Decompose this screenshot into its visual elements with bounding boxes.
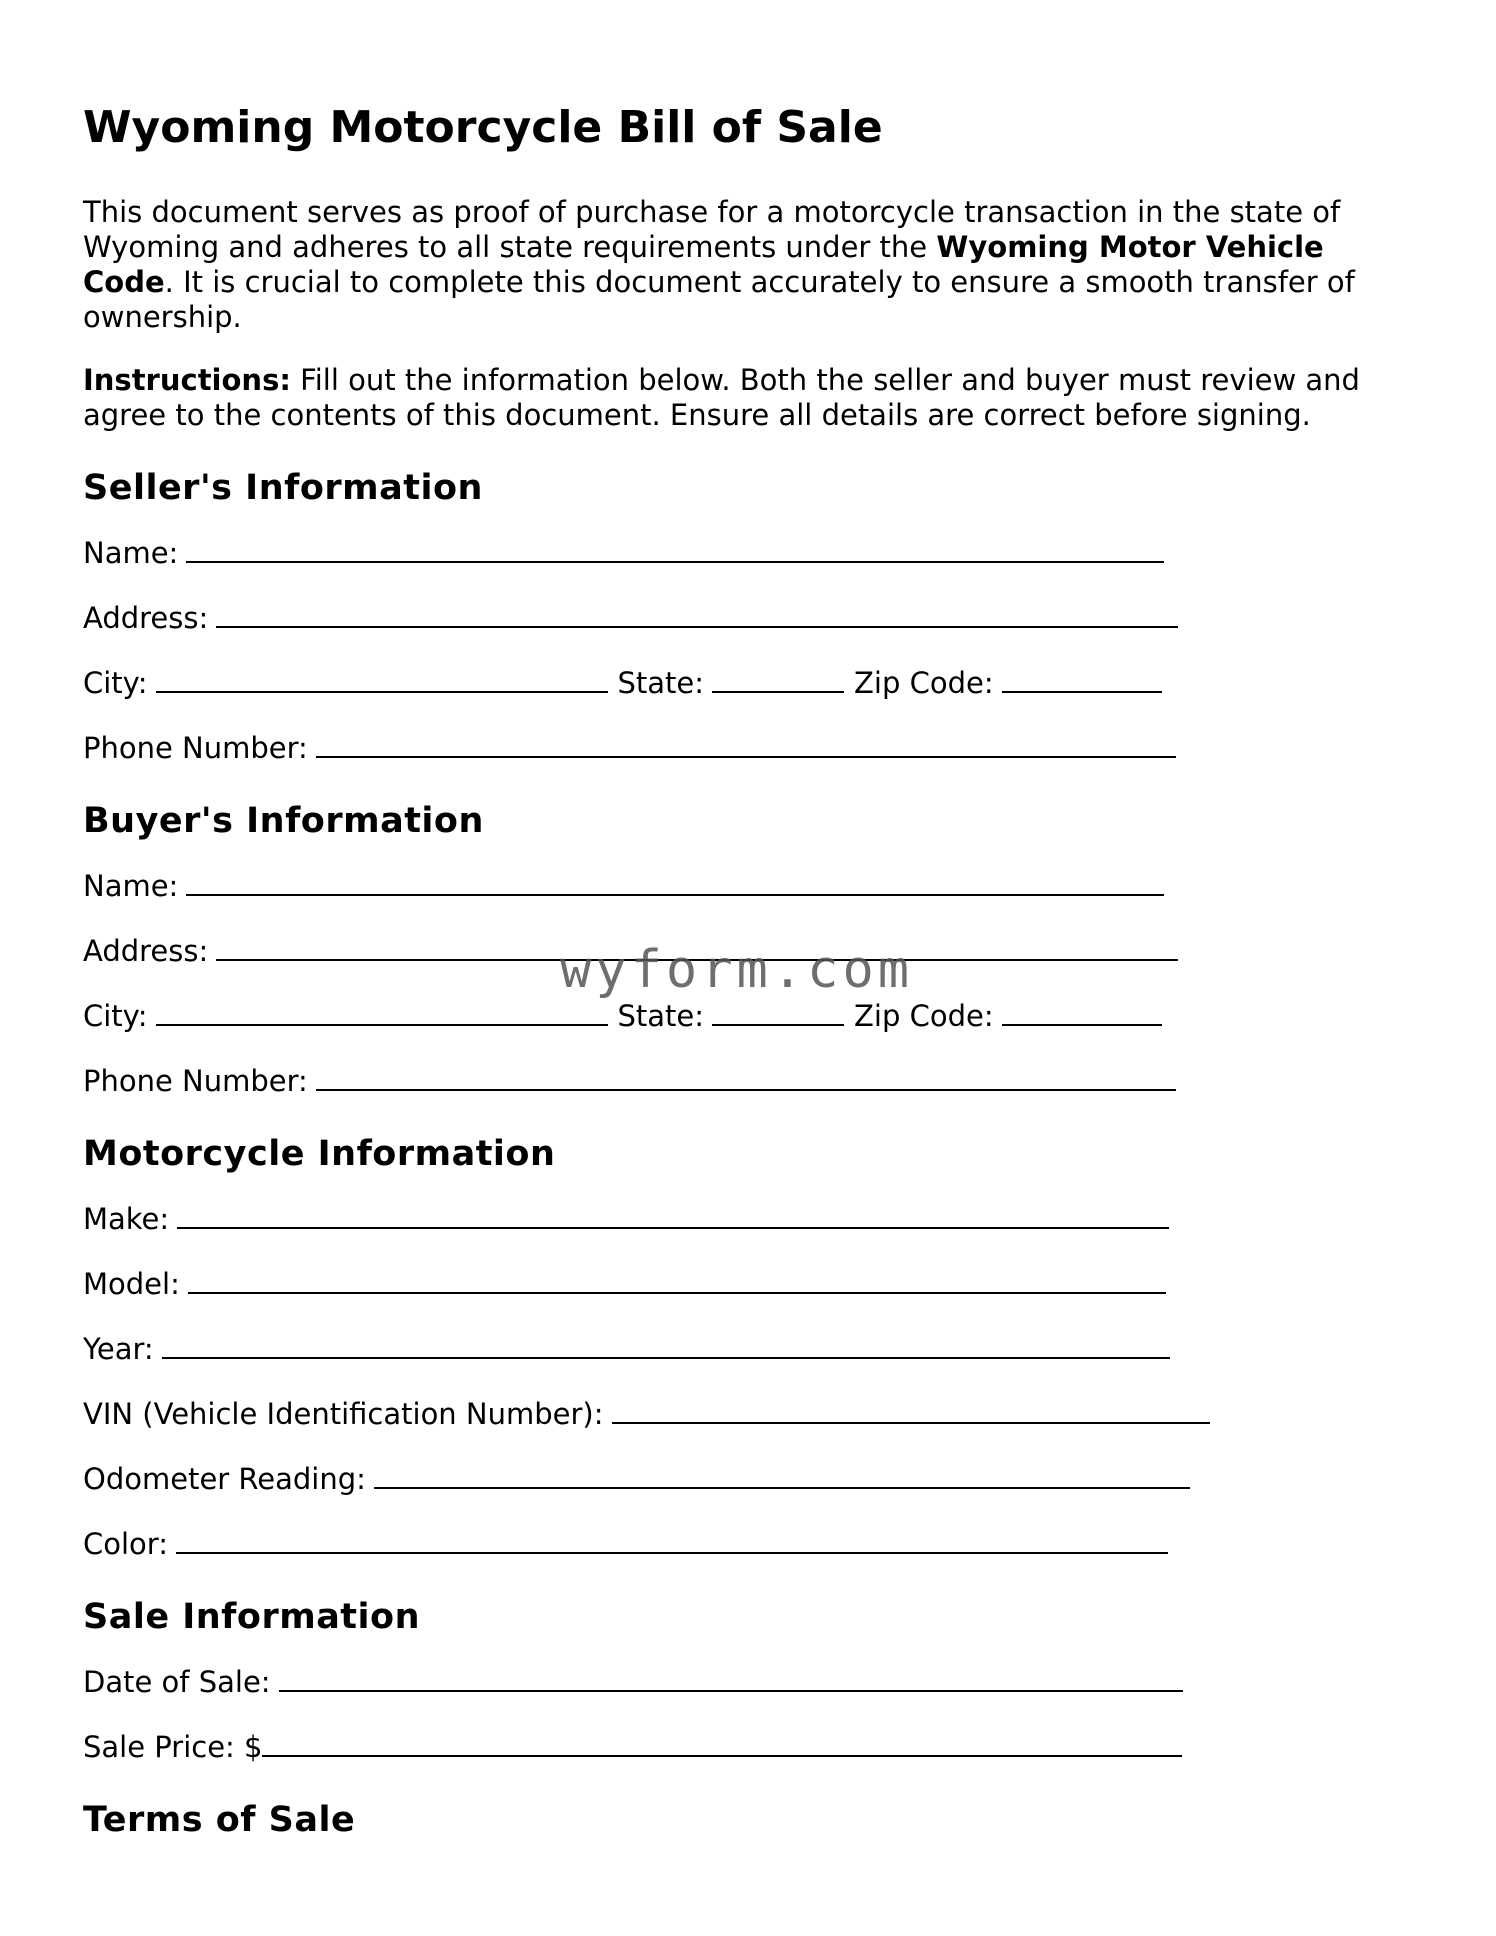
seller-address-field[interactable] [216,600,1178,628]
buyer-city-field[interactable] [156,998,608,1026]
year-row [83,1331,1393,1367]
seller-city-row [83,665,1393,701]
buyer-name-row [83,868,1393,904]
seller-zip-field[interactable] [1002,665,1162,693]
instructions-label: Instructions: [83,362,291,397]
intro-text: This document serves as proof of purchase for a motorcycle transaction in the state of Wyoming and adheres to all state requirements under the [83,194,1341,264]
intro-text-end: . It is crucial to complete this document accurately to ensure a smooth transfer of ownership. [83,264,1355,334]
model-field[interactable] [188,1266,1166,1294]
seller-phone-field[interactable] [316,730,1176,758]
date-of-sale-field[interactable] [279,1664,1183,1692]
seller-city-label: City: [83,665,148,700]
buyer-state-label: State: [617,998,705,1033]
make-row [83,1201,1393,1237]
buyer-address-field[interactable] [216,933,1178,961]
buyer-phone-field[interactable] [316,1063,1176,1091]
year-field[interactable] [162,1331,1170,1359]
instructions-text: Fill out the information below. Both the seller and buyer must review and agree to the contents of this document. Ensure all details are correct before signing. [83,362,1360,432]
seller-phone-label: Phone Number: [83,730,308,765]
intro-paragraph [83,195,1393,335]
seller-name-label: Name: [83,535,179,570]
buyer-city-row [83,998,1393,1034]
make-field[interactable] [177,1201,1169,1229]
buyer-name-field[interactable] [186,868,1164,896]
model-row [83,1266,1393,1302]
buyer-city-label: City: [83,998,148,1033]
sale-price-label: Sale Price: $ [83,1729,263,1764]
seller-city-field[interactable] [156,665,608,693]
buyer-zip-label: Zip Code: [854,998,994,1033]
seller-name-row [83,535,1393,571]
intro-code-name: Wyoming Motor Vehicle Code [83,229,1324,299]
odometer-row [83,1461,1393,1497]
seller-phone-row [83,730,1393,766]
color-row [83,1526,1393,1562]
odometer-label: Odometer Reading: [83,1461,366,1496]
make-label: Make: [83,1201,170,1236]
price-row [83,1729,1393,1765]
date-row [83,1664,1393,1700]
color-field[interactable] [176,1526,1168,1554]
buyer-heading: Buyer's Information [83,800,484,841]
seller-name-field[interactable] [186,535,1164,563]
date-of-sale-label: Date of Sale: [83,1664,271,1699]
instructions-paragraph [83,363,1393,433]
buyer-address-label: Address: [83,933,209,968]
terms-heading: Terms of Sale [83,1799,356,1840]
seller-address-label: Address: [83,600,209,635]
buyer-name-label: Name: [83,868,179,903]
seller-zip-label: Zip Code: [854,665,994,700]
vin-row [83,1396,1393,1432]
vin-label: VIN (Vehicle Identification Number): [83,1396,604,1431]
seller-address-row [83,600,1393,636]
sale-price-field[interactable] [262,1729,1182,1757]
buyer-zip-field[interactable] [1002,998,1162,1026]
seller-state-field[interactable] [712,665,844,693]
motorcycle-heading: Motorcycle Information [83,1133,556,1174]
document-page [83,80,1393,1867]
odometer-field[interactable] [374,1461,1190,1489]
buyer-phone-row [83,1063,1393,1099]
sale-heading: Sale Information [83,1596,420,1637]
watermark: wyform.com [560,940,914,1000]
seller-state-label: State: [617,665,705,700]
year-label: Year: [83,1331,154,1366]
buyer-phone-label: Phone Number: [83,1063,308,1098]
vin-field[interactable] [612,1396,1210,1424]
model-label: Model: [83,1266,180,1301]
color-label: Color: [83,1526,168,1561]
seller-heading: Seller's Information [83,467,483,508]
buyer-address-row [83,933,1393,969]
buyer-state-field[interactable] [712,998,844,1026]
document-title: Wyoming Motorcycle Bill of Sale [83,102,883,153]
